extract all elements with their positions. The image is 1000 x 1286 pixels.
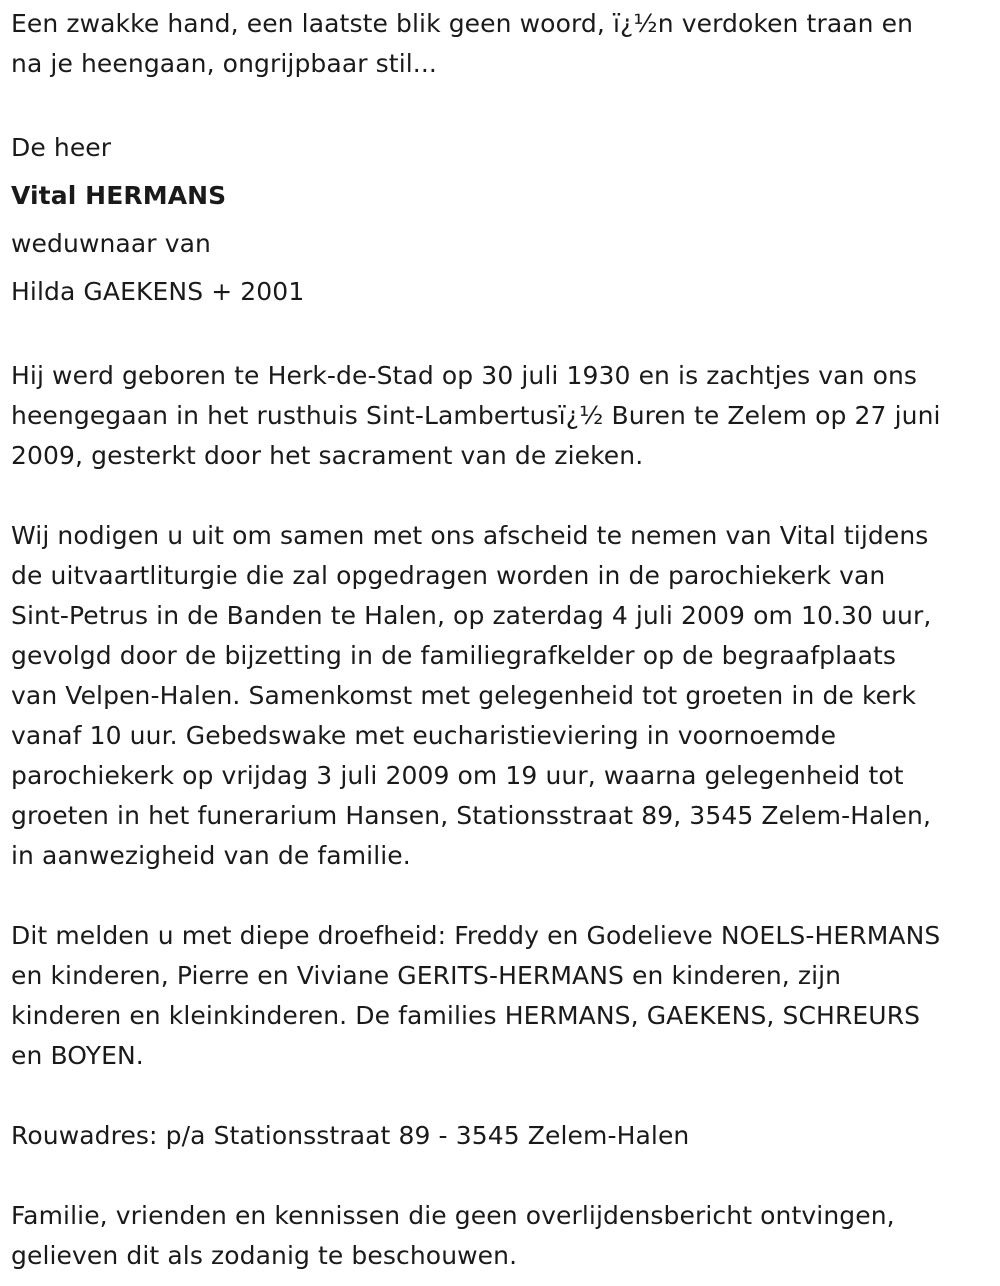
birth-death-paragraph: [11, 356, 988, 476]
deceased-name: Vital HERMANS: [11, 181, 227, 210]
funeral-line: van Velpen-Halen. Samenkomst met gelegenheid tot groeten in de kerk: [11, 681, 917, 710]
funeral-line: groeten in het funerarium Hansen, Stationsstraat 89, 3545 Zelem-Halen,: [11, 801, 932, 830]
funeral-line: Sint-Petrus in de Banden te Halen, op zaterdag 4 juli 2009 om 10.30 uur,: [11, 601, 932, 630]
funeral-line: de uitvaartliturgie die zal opgedragen worden in de parochiekerk van: [11, 561, 886, 590]
family-line: Dit melden u met diepe droefheid: Freddy en Godelieve NOELS-HERMANS: [11, 921, 941, 950]
poem-line: Een zwakke hand, een laatste blik geen woord, ï¿½n verdoken traan en: [11, 9, 914, 38]
closing-paragraph: [11, 1196, 988, 1276]
poem-paragraph: [11, 4, 988, 84]
mourning-address: Rouwadres: p/a Stationsstraat 89 - 3545 Zelem-Halen: [11, 1121, 690, 1150]
poem-line: na je heengaan, ongrijpbaar stil...: [11, 49, 437, 78]
birth-death-line: 2009, gesterkt door het sacrament van de zieken.: [11, 441, 644, 470]
closing-line: gelieven dit als zodanig te beschouwen.: [11, 1241, 518, 1270]
family-line: en BOYEN.: [11, 1041, 144, 1070]
honorific: De heer: [11, 133, 112, 162]
family-line: kinderen en kleinkinderen. De families HERMANS, GAEKENS, SCHREURS: [11, 1001, 921, 1030]
relation-label: weduwnaar van: [11, 229, 211, 258]
family-paragraph: [11, 916, 988, 1076]
deceased-block: [11, 124, 988, 316]
funeral-line: vanaf 10 uur. Gebedswake met eucharistieviering in voornoemde: [11, 721, 837, 750]
funeral-line: parochiekerk op vrijdag 3 juli 2009 om 19 uur, waarna gelegenheid tot: [11, 761, 904, 790]
birth-death-line: Hij werd geboren te Herk-de-Stad op 30 juli 1930 en is zachtjes van ons: [11, 361, 918, 390]
funeral-line: gevolgd door de bijzetting in de familiegrafkelder op de begraafplaats: [11, 641, 897, 670]
funeral-line: Wij nodigen u uit om samen met ons afscheid te nemen van Vital tijdens: [11, 521, 929, 550]
closing-line: Familie, vrienden en kennissen die geen overlijdensbericht ontvingen,: [11, 1201, 895, 1230]
family-line: en kinderen, Pierre en Viviane GERITS-HERMANS en kinderen, zijn: [11, 961, 842, 990]
birth-death-line: heengegaan in het rusthuis Sint-Lambertusï¿½ Buren te Zelem op 27 juni: [11, 401, 941, 430]
spouse-name: Hilda GAEKENS + 2001: [11, 277, 305, 306]
address-paragraph: [11, 1116, 988, 1156]
funeral-paragraph: [11, 516, 988, 876]
funeral-line: in aanwezigheid van de familie.: [11, 841, 411, 870]
